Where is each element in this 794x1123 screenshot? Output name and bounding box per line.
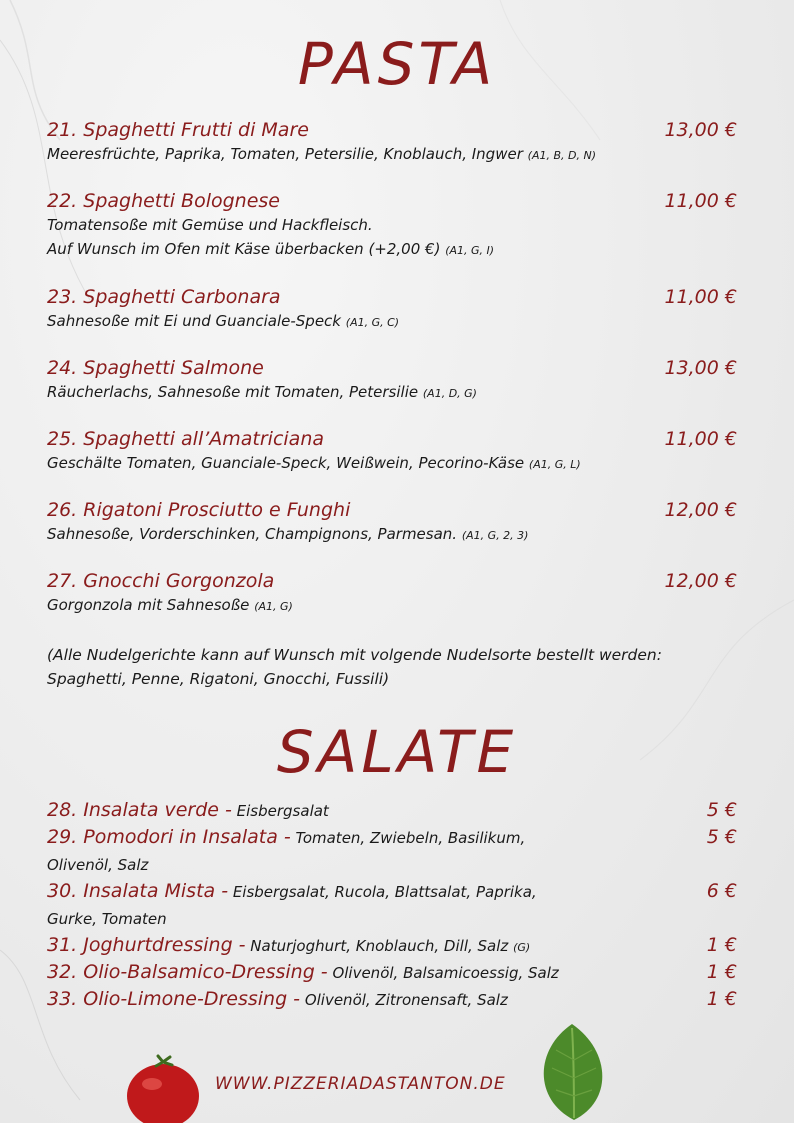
menu-item xyxy=(47,427,737,477)
item-allergens: (G) xyxy=(513,941,531,954)
menu-item xyxy=(47,498,737,548)
item-name: 27. Gnocchi Gorgonzola xyxy=(47,570,275,592)
item-name: 25. Spaghetti all’Amatriciana xyxy=(47,428,325,450)
menu-item xyxy=(47,118,737,168)
item-description: Meeresfrüchte, Paprika, Tomaten, Petersilie, Knoblauch, Ingwer xyxy=(47,145,523,163)
item-allergens: (A1, G, C) xyxy=(345,316,400,329)
menu-item xyxy=(47,189,737,263)
item-price: 11,00 € xyxy=(664,286,737,308)
salad-name: 32. Olio-Balsamico-Dressing - xyxy=(47,961,328,983)
salad-item xyxy=(47,959,737,987)
website-link[interactable]: WWW.PIZZERIADASTANTON.DE xyxy=(215,1074,506,1094)
salad-item xyxy=(47,986,737,1014)
item-price: 11,00 € xyxy=(664,190,737,212)
item-allergens: (A1, G, 2, 3) xyxy=(461,529,529,542)
salad-price: 6 € xyxy=(706,880,737,902)
item-price: 13,00 € xyxy=(664,357,737,379)
salad-item xyxy=(47,878,737,933)
item-name: 23. Spaghetti Carbonara xyxy=(47,286,281,308)
salad-description: Olivenöl, Zitronensaft, Salz xyxy=(300,991,508,1009)
salad-description: Tomaten, Zwiebeln, Basilikum, xyxy=(290,829,526,847)
item-description: Sahnesoße mit Ei und Guanciale-Speck xyxy=(47,312,341,330)
salad-price: 1 € xyxy=(706,934,737,956)
salad-price: 1 € xyxy=(706,961,737,983)
salad-name: 30. Insalata Mista - xyxy=(47,880,229,902)
salad-name: 28. Insalata verde - xyxy=(47,799,232,821)
salad-description: Olivenöl, Balsamicoessig, Salz xyxy=(327,964,559,982)
salad-item xyxy=(47,797,737,825)
item-allergens: (A1, G, I) xyxy=(445,244,495,257)
note-line: (Alle Nudelgerichte kann auf Wunsch mit volgende Nudelsorte bestellt werden: xyxy=(47,646,662,664)
item-description: Tomatensoße mit Gemüse und Hackfleisch. xyxy=(47,216,373,234)
item-price: 12,00 € xyxy=(664,570,737,592)
salad-name: 31. Joghurtdressing - xyxy=(47,934,246,956)
item-price: 11,00 € xyxy=(664,428,737,450)
salate-section-title: SALATE xyxy=(276,718,518,786)
item-name: 21. Spaghetti Frutti di Mare xyxy=(47,119,309,141)
salad-price: 5 € xyxy=(706,826,737,848)
item-allergens: (A1, G) xyxy=(254,600,293,613)
salad-price: 5 € xyxy=(706,799,737,821)
menu-item xyxy=(47,285,737,335)
tomato-icon xyxy=(122,1052,204,1123)
salad-name: 29. Pomodori in Insalata - xyxy=(47,826,291,848)
pasta-note xyxy=(47,643,747,691)
salad-item xyxy=(47,932,737,961)
item-name: 26. Rigatoni Prosciutto e Funghi xyxy=(47,499,351,521)
salad-item xyxy=(47,824,737,879)
pasta-section-title: PASTA xyxy=(297,30,497,98)
item-price: 13,00 € xyxy=(664,119,737,141)
basil-leaf-icon xyxy=(530,1020,612,1123)
item-allergens: (A1, G, L) xyxy=(528,458,581,471)
note-line: Spaghetti, Penne, Rigatoni, Gnocchi, Fussili) xyxy=(47,670,390,688)
item-description: Räucherlachs, Sahnesoße mit Tomaten, Petersilie xyxy=(47,383,419,401)
salad-description-cont: Olivenöl, Salz xyxy=(47,856,149,874)
item-name: 24. Spaghetti Salmone xyxy=(47,357,264,379)
salad-description: Eisbergsalat xyxy=(231,802,329,820)
salad-description: Naturjoghurt, Knoblauch, Dill, Salz xyxy=(245,937,509,955)
menu-item xyxy=(47,569,737,619)
item-description: Sahnesoße, Vorderschinken, Champignons, Parmesan. xyxy=(47,525,458,543)
item-description: Gorgonzola mit Sahnesoße xyxy=(47,596,250,614)
salad-description-cont: Gurke, Tomaten xyxy=(47,910,167,928)
item-allergens: (A1, B, D, N) xyxy=(527,149,596,162)
item-name: 22. Spaghetti Bolognese xyxy=(47,190,280,212)
salad-price: 1 € xyxy=(706,988,737,1010)
salad-name: 33. Olio-Limone-Dressing - xyxy=(47,988,301,1010)
salad-description: Eisbergsalat, Rucola, Blattsalat, Paprika, xyxy=(228,883,537,901)
menu-item xyxy=(47,356,737,406)
item-price: 12,00 € xyxy=(664,499,737,521)
item-allergens: (A1, D, G) xyxy=(422,387,477,400)
item-description: Auf Wunsch im Ofen mit Käse überbacken (+2,00 €) xyxy=(47,240,441,258)
item-description: Geschälte Tomaten, Guanciale-Speck, Weißwein, Pecorino-Käse xyxy=(47,454,525,472)
